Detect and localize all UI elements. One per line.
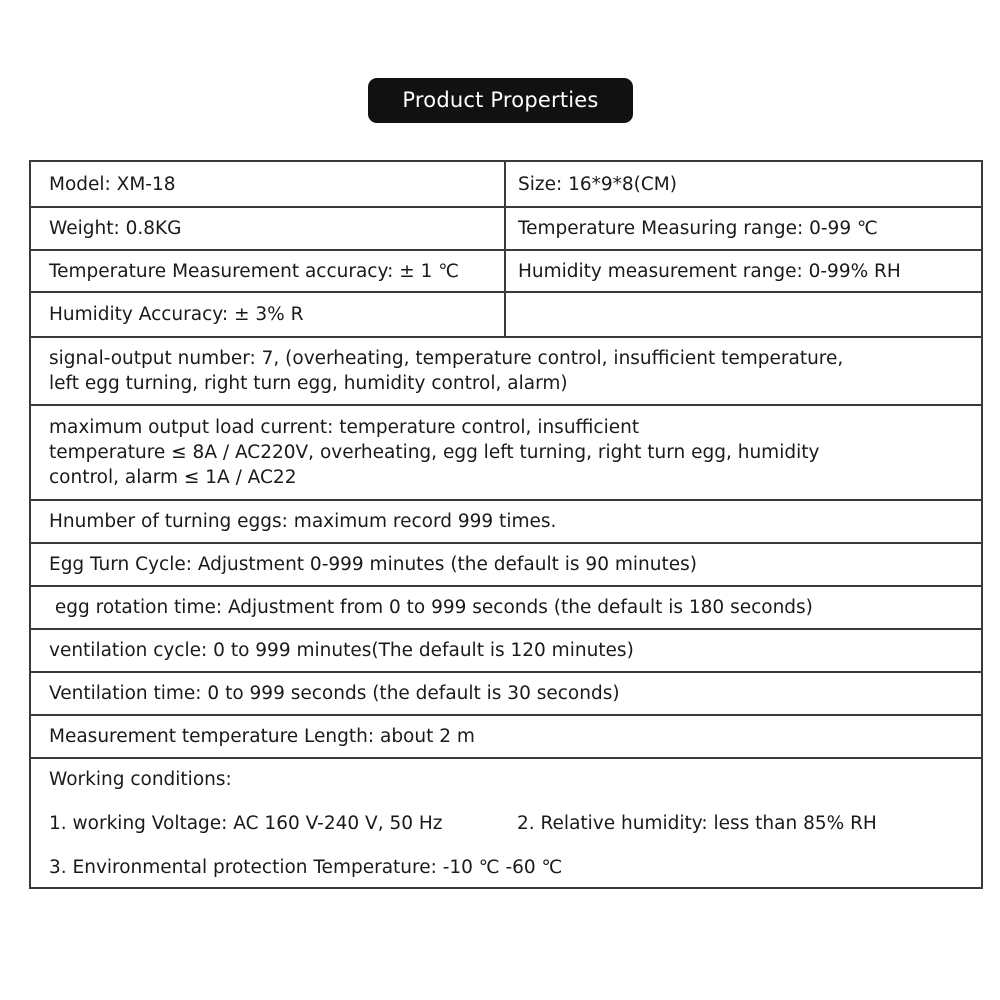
table-row — [31, 406, 981, 501]
temp-accuracy-cell: Temperature Measurement accuracy: ± 1 ℃ — [31, 251, 506, 291]
table-row — [31, 630, 981, 673]
temp-range-cell: Temperature Measuring range: 0-99 ℃ — [518, 218, 878, 239]
table-row — [31, 759, 981, 887]
weight-cell: Weight: 0.8KG — [31, 208, 506, 249]
table-row — [31, 716, 981, 759]
relative-humidity-text: 2. Relative humidity: less than 85% RH — [517, 813, 877, 834]
table-row — [31, 673, 981, 716]
working-conditions-heading: Working conditions: — [49, 769, 232, 790]
table-row — [31, 251, 981, 293]
probe-length-cell: Measurement temperature Length: about 2 m — [49, 726, 475, 747]
ventilation-cycle-cell: ventilation cycle: 0 to 999 minutes(The default is 120 minutes) — [49, 640, 634, 661]
rotation-time-text: egg rotation time: Adjustment from 0 to 999 seconds (the default is 180 seconds) — [49, 597, 813, 618]
signal-output-cell — [31, 338, 981, 404]
page-title: Product Properties — [368, 78, 633, 123]
max-load-text: maximum output load current: temperature control, insufficient temperature ≤ 8A / AC220V, overheating, egg left turning, right turn egg, humidity control, alarm ≤ 1A / AC22 — [49, 417, 820, 488]
humidity-range-cell: Humidity measurement range: 0-99% RH — [518, 260, 901, 282]
table-row — [31, 338, 981, 406]
working-voltage-text: 1. working Voltage: AC 160 V-240 V, 50 Hz — [49, 813, 443, 834]
working-conditions-pair — [49, 811, 877, 836]
signal-output-text: signal-output number: 7, (overheating, temperature control, insufficient temperature, left egg turning, right turn egg, humidity control, alarm) — [49, 348, 844, 394]
model-cell: Model: XM-18 — [31, 162, 506, 206]
table-row — [31, 293, 981, 338]
ventilation-time-cell: Ventilation time: 0 to 999 seconds (the default is 30 seconds) — [49, 683, 620, 704]
table-row — [31, 162, 981, 208]
table-row — [31, 208, 981, 251]
turn-cycle-cell: Egg Turn Cycle: Adjustment 0-999 minutes (the default is 90 minutes) — [49, 554, 697, 575]
table-row — [31, 544, 981, 587]
max-load-cell — [31, 406, 981, 499]
working-conditions-cell — [31, 759, 877, 887]
size-cell: Size: 16*9*8(CM) — [518, 173, 677, 195]
spec-table — [29, 160, 983, 889]
protection-temperature-text: 3. Environmental protection Temperature: -10 ℃ -60 ℃ — [49, 857, 563, 878]
rotation-time-cell — [31, 587, 981, 628]
humidity-accuracy-cell: Humidity Accuracy: ± 3% R — [31, 293, 506, 336]
table-row — [31, 501, 981, 544]
empty-cell — [506, 293, 981, 336]
table-row — [31, 587, 981, 630]
turning-record-cell: Hnumber of turning eggs: maximum record 999 times. — [49, 511, 557, 532]
